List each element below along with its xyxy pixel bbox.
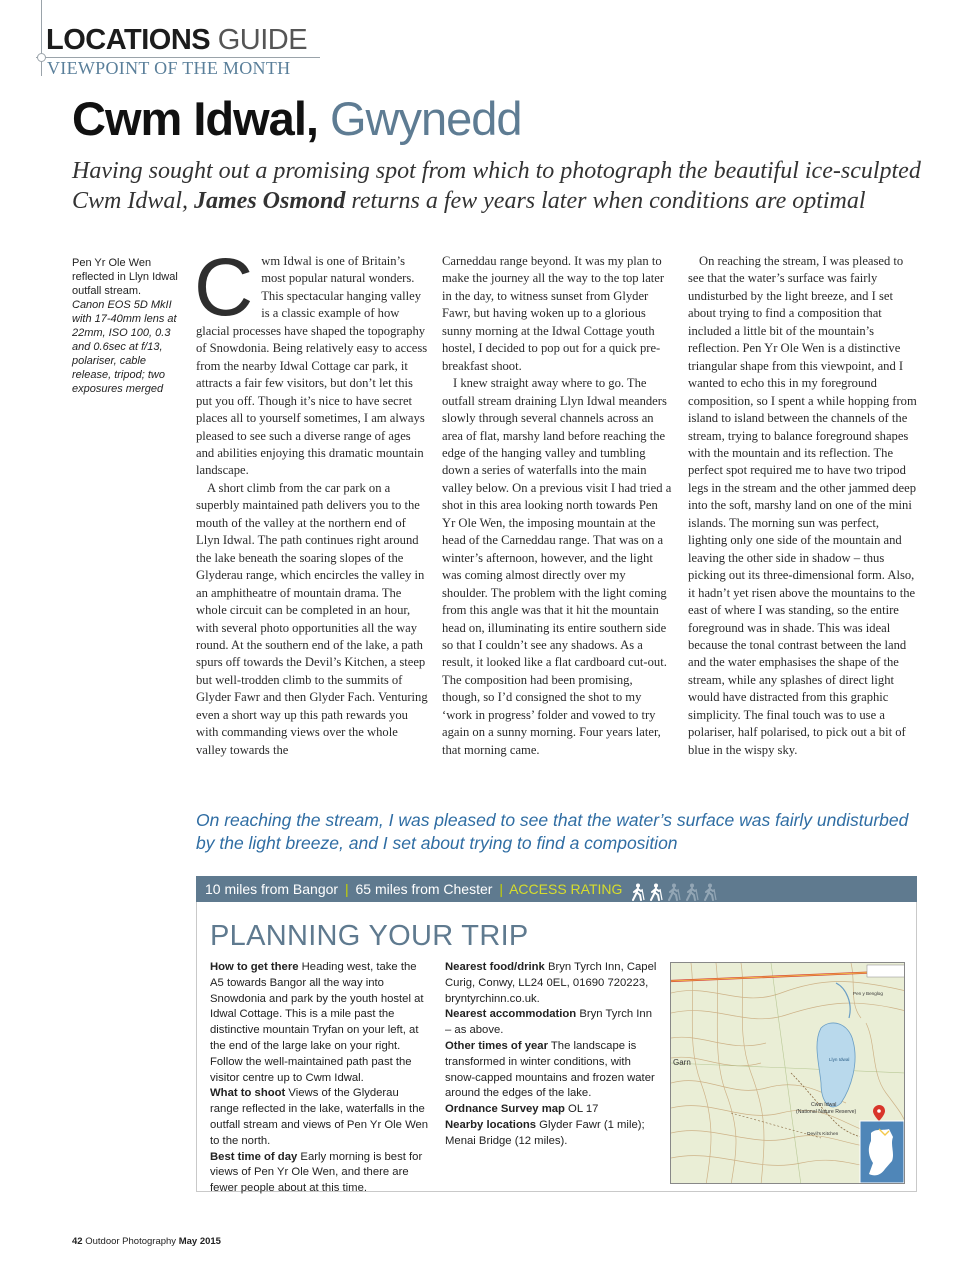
walker-icon	[702, 883, 718, 901]
photo-caption	[72, 256, 178, 396]
caption-text: Pen Yr Ole Wen reflected in Llyn Idwal outfall stream.	[72, 257, 178, 297]
distance-1-number: 10	[205, 881, 221, 897]
distance-2-text: miles from Chester	[374, 881, 493, 897]
walker-icon	[648, 883, 664, 901]
body-paragraph: On reaching the stream, I was pleased to see that the water’s surface was fairly undisturbed by the light breeze, and I set about trying to find a composition that included a little bit of the mountain’s reflection. Pen Yr Ole Wen is a distinctive triangular shape from this viewpoint, and I wanted to echo this in my foreground composition, so I spent a while hopping from island to island between the channels of the stream, trying to balance foreground shapes with the mountain and its reflection. The perfect spot required me to have two tripod legs in the stream and the other jammed deep into the soft, marshy land on one of the mini islands. The morning sun was perfect, lighting only one side of the mountain and leaving the other side in shadow – thus picking out its three-dimensional form. Also, it hadn’t yet risen above the mountains to the east of where I was standing, so the entire foreground was in shade. This was ideal because the tonal contrast between the land and the water emphasises the shape of the stream, while any splashes of direct light would have distracted from this graphic simplicity. The final touch was to use a polariser, half polarised, to pick out a bit of blue in the wispy sky.	[688, 254, 917, 757]
bar-separator: |	[344, 881, 349, 897]
best-time-label: Best time of day	[210, 1150, 298, 1163]
location-map	[670, 962, 905, 1184]
planning-column-2: Nearest food/drink Bryn Tyrch Inn, Capel Curig, Conwy, LL24 0EL, 01690 720223, bryntyrchinn.co.uk. Nearest accommodation Bryn Tyrch Inn – as above. Other times of year The landscape is transformed in winter conditions, with snow-capped mountains and frozen water around the edges of the lake. Ordnance Survey map OL 17 Nearby locations Glyder Fawr (1 mile); Menai Bridge (12 miles).	[445, 961, 657, 1147]
map-label-devils-kitchen: Devil's Kitchen	[807, 1132, 839, 1137]
title-region: Gwynedd	[330, 92, 522, 145]
os-map-label: Ordnance Survey map	[445, 1103, 565, 1116]
map-label-garn: Garn	[673, 1058, 691, 1067]
issue-date: May 2015	[178, 1236, 221, 1247]
distance-1-text: miles from Bangor	[224, 881, 339, 897]
map-label-pen-y-benglog: Pen y Benglog	[853, 991, 883, 996]
what-to-shoot-label: What to shoot	[210, 1087, 286, 1100]
distance-2-number: 65	[355, 881, 372, 897]
walker-icon	[684, 883, 700, 901]
map-label-cwm-idwal: Cwm Idwal	[811, 1102, 837, 1108]
body-paragraph: Carneddau range beyond. It was my plan to make the journey all the way to the top later in the day, to witness sunset from Glyder Fawr, but having woken up to a glorious sunny morning at the Idwal Cottage youth hostel, I decided to pop out for a quick pre-breakfast shoot.	[442, 254, 665, 373]
planning-column-1: How to get there Heading west, take the A5 towards Bangor all the way into Snowdonia and park by the youth hostel at Idwal Cottage. This is a mile past the distinctive mountain Tryfan on your left, at the end of the large lake on your right. Follow the well-maintained path past the visitor centre up to Cwm Idwal. What to shoot Views of the Glyderau range reflected in the lake, waterfalls in the outfall stream and views of Pen Yr Ole Wen to the north. Best time of day Early morning is best for views of Pen Yr Ole Wen, and there are fewer people about at this time.	[210, 961, 429, 1195]
access-rating-icons	[630, 877, 720, 903]
pull-quote: On reaching the stream, I was pleased to see that the water’s surface was fairly undisturbed by the light breeze, and I set about trying to find a composition	[196, 810, 909, 853]
body-column-1	[194, 242, 428, 759]
body-paragraph: I knew straight away where to go. The outfall stream draining Llyn Idwal meanders slowly through several channels across an area of flat, marshy land before reaching the edge of the hanging valley and tumbling down a series of waterfalls into the main valley below. On a previous visit I had tried a shot in this area looking north towards Pen Yr Ole Wen, the imposing mountain at the head of the Carneddau range. That was on a winter’s afternoon, however, and the light was coming almost directly over my shoulder. The problem with the light coming from this angle was that it hit the mountain head on, illuminating its entire southern side so that I couldn’t see any shadows. As a result, it looked like a flat cardboard cut-out. The composition had been promising, though, so I’d consigned the shot to my ‘work in progress’ folder and vowed to try again on a sunny morning. Four years later, that morning came.	[442, 376, 672, 757]
distance-bar	[196, 876, 917, 902]
body-paragraph: wm Idwal is one of Britain’s most popular natural wonders. This spectacular hanging valley is a classic example of how glacial processes have shaped the topography of Snowdonia. Being relatively easy to access from the nearby Idwal Cottage car park, it attracts a fair few visitors, but don’t let this put you off. Though it’s nice to have secret places all to yourself sometimes, I am always pleased to see such a diverse range of ages and abilities enjoying this dramatic mountain landscape.	[196, 254, 428, 478]
accommodation-label: Nearest accommodation	[445, 1008, 577, 1021]
page-number: 42	[72, 1236, 83, 1247]
walker-icon	[630, 883, 646, 901]
title-place: Cwm Idwal,	[72, 92, 318, 145]
author-name: James Osmond	[194, 188, 346, 214]
body-column-3	[688, 253, 918, 759]
get-there-label: How to get there	[210, 961, 299, 973]
map-graphic	[671, 963, 905, 1184]
food-label: Nearest food/drink	[445, 961, 545, 973]
header-rule-dot	[37, 53, 46, 62]
article-title	[72, 93, 522, 145]
section-label: LOCATIONS GUIDE	[46, 24, 308, 56]
other-times-label: Other times of year	[445, 1039, 548, 1052]
walker-icon	[666, 883, 682, 901]
drop-cap: C	[194, 242, 254, 333]
body-paragraph: A short climb from the car park on a superbly maintained path delivers you to the mouth of the valley at the northern end of Llyn Idwal. The path continues right around the lake beneath the soaring slopes of the Glyderau range, which encircles the valley in an amphitheatre of mountain drama. The whole circuit can be completed in an hour, with several photo opportunities all the way round. At the southern end of the lake, a path spurs off towards the Devil’s Kitchen, a steep but well-trodden climb to the summits of Glyder Fawr and then Glyder Fach. Venturing even a short way up this path rewards you with commanding views over the whole valley towards the	[196, 480, 428, 757]
bar-separator: |	[499, 881, 503, 897]
subsection-label: VIEWPOINT OF THE MONTH	[47, 58, 291, 78]
map-label-reserve: (National Nature Reserve)	[796, 1109, 857, 1115]
magazine-name: Outdoor Photography	[85, 1236, 177, 1247]
access-rating-label: ACCESS RATING	[509, 881, 623, 897]
page-footer	[72, 1236, 221, 1247]
caption-tech: Canon EOS 5D MkII with 17-40mm lens at 22mm, ISO 100, 0.3 and 0.6sec at f/13, polariser, cable release, tripod; two exposures merged	[72, 299, 177, 395]
standfirst: Having sought out a promising spot from which to photograph the beautiful ice-sculpted Cwm Idwal, James Osmond returns a few years later when conditions are optimal	[72, 158, 921, 214]
header-rule-vertical	[41, 0, 42, 76]
planning-title: PLANNING YOUR TRIP	[210, 920, 529, 952]
map-label-llyn-idwal: Llyn Idwal	[829, 1057, 850, 1062]
body-column-2	[442, 253, 672, 759]
nearby-label: Nearby locations	[445, 1118, 537, 1131]
